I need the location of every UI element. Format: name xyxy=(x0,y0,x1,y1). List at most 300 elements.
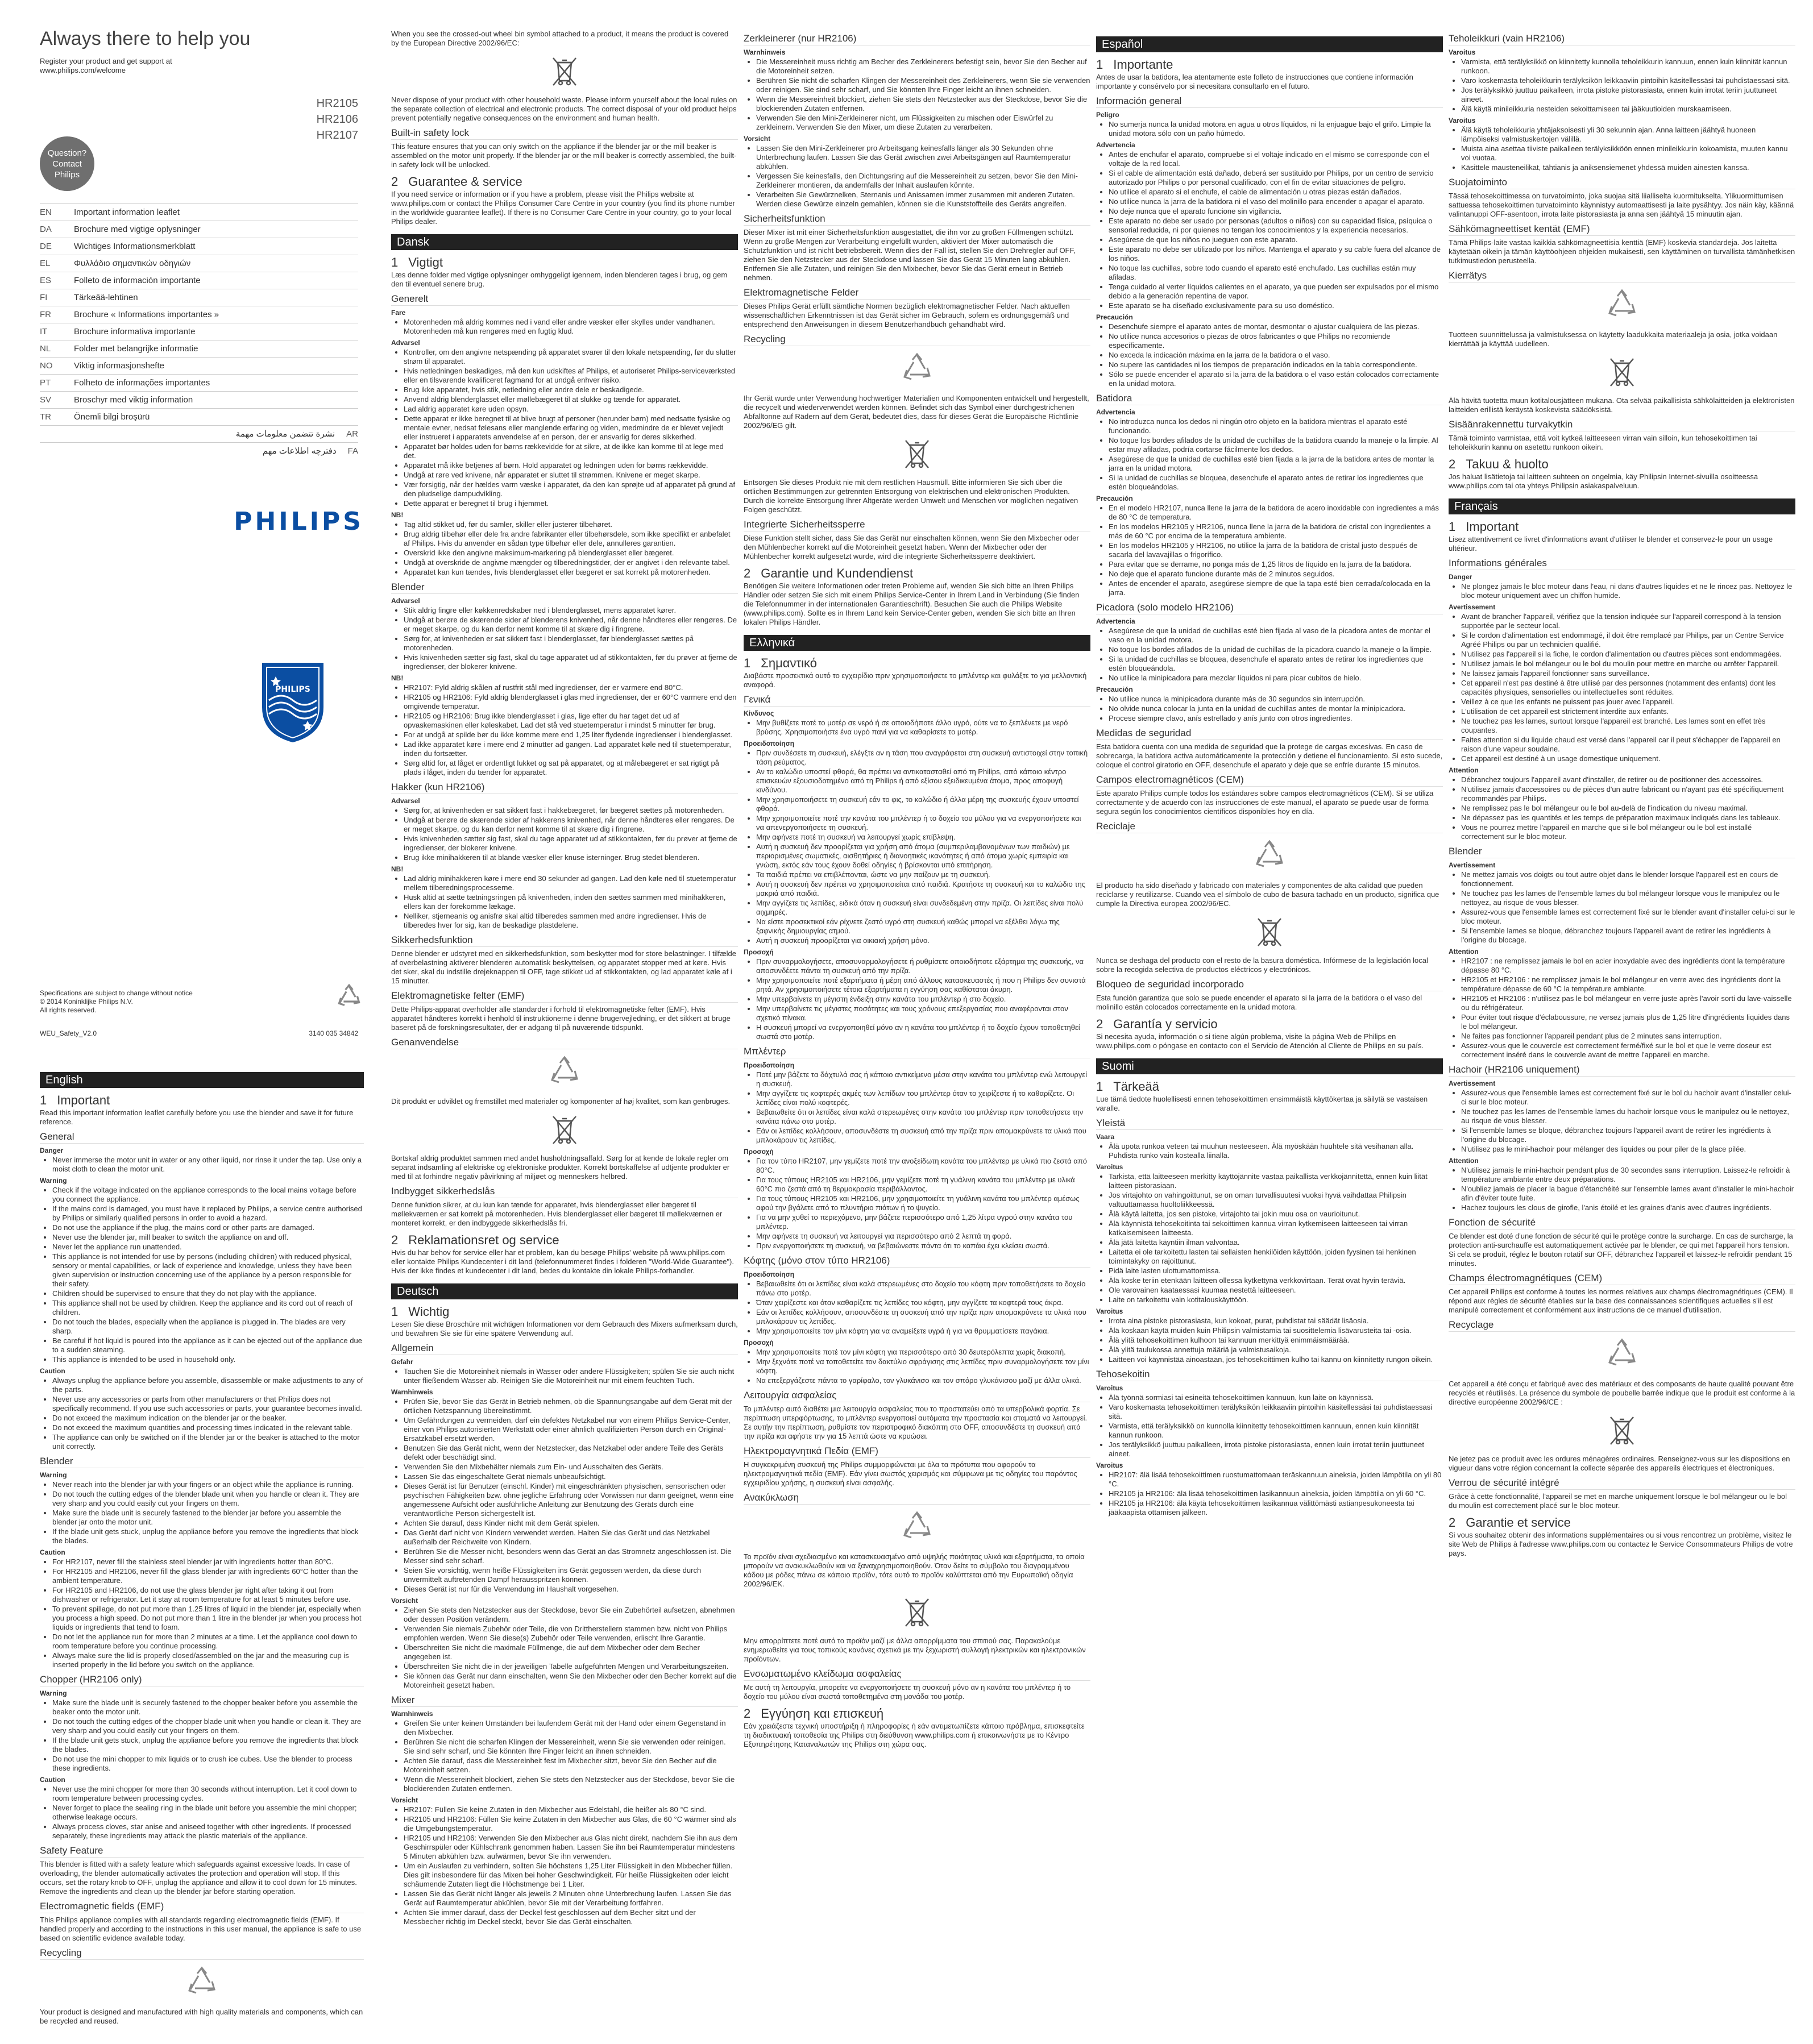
list-item: • Si la unidad de cuchillas se bloquea, desenchufe el aparato antes de retirar los ingredientes que estén bloqueándolas. xyxy=(1109,473,1443,492)
list-item: • This appliance shall not be used by children. Keep the appliance and its cord out of reach of children. xyxy=(52,1299,364,1317)
list-item: • Älä ylitä taulukossa annettuja määriä ja valmistusaikoja. xyxy=(1109,1345,1443,1355)
bullet-list xyxy=(391,1805,738,1926)
list-item: • Kontroller, om den angivne netspænding på apparatet svarer til den lokale netspænding, før du slutter strøm til apparatet. xyxy=(404,348,738,366)
list-item: • No toque los bordes afilados de la unidad de cuchillas de la batidora cuando la maneje o la limpie. Al estar muy afiladas, podría cortarse fácilmente los dedos. xyxy=(1109,436,1443,454)
finnish-section-continued xyxy=(1449,34,1795,491)
recycle-icon-box xyxy=(391,1055,738,1091)
section-number: 1 xyxy=(391,1304,399,1319)
language-code: TR xyxy=(40,412,51,422)
recycle-icon xyxy=(1605,288,1639,325)
crossed-bin-icon-box xyxy=(391,1112,738,1148)
list-item: • Husk altid at sætte tætningsringen på knivenheden, inden den sættes sammen med minihakkeren, ellers kan der forekomme lækage. xyxy=(404,893,738,911)
recycle-icon-box xyxy=(1096,839,1443,875)
bullet-list xyxy=(744,144,1090,209)
dansk-section xyxy=(391,234,738,1276)
list-item: • En el modelo HR2107, nunca llene la jarra de la batidora de acero inoxidable con ingredientes a más de 80 °C de temperatura. xyxy=(1109,504,1443,522)
list-item: • Αυτή η συσκευή δεν προορίζεται για χρήση από άτομα (συμπεριλαμβανομένων των παιδιών) με περιορισμένες σωματικές, αισθητήριες ή διανοητικές ικανότητες ή από άτομα χωρίς εμπειρία και γνώση, εκτός εάν τους έχουν δοθεί οδηγίες ή βρίσκονται υπό επιτήρηση. xyxy=(756,842,1090,870)
list-item: • Hvis knivenheden sætter sig fast, skal du tage apparatet ud af stikkontakten, før du prøver at fjerne de ingredienser, der blokerer knivene. xyxy=(404,653,738,671)
list-item: • Για να μην χυθεί το περιεχόμενο, μην βάζετε περισσότερο από 1,25 λίτρα υγρού στην κανάτα του μπλέντερ. xyxy=(756,1213,1090,1231)
list-item: • Assurez-vous que l'ensemble lames est correctement fixé sur le bol du hachoir avant d'installer celui-ci sur le bloc moteur. xyxy=(1461,1089,1795,1107)
section-title xyxy=(1449,457,1795,471)
bullet-list xyxy=(391,1719,738,1793)
dispose-text: Älä hävitä tuotetta muun kotitalousjätteen mukana. Ota selvää paikallisista sähkölaitteiden ja elektronisten laitteiden erillistä keräystä koskevista säädöksistä. xyxy=(1449,396,1795,414)
list-item: • Do not let the appliance run for more than 2 minutes at a time. Let the appliance cool down to room temperature before you continue processing. xyxy=(52,1632,364,1651)
list-item: • Ne faites pas fonctionner l'appareil pendant plus de 2 minutes sans interruption. xyxy=(1461,1032,1795,1041)
label-caution: NB! xyxy=(391,865,404,873)
bullet-list xyxy=(744,718,1090,737)
language-code: DE xyxy=(40,241,52,251)
crossed-bin-icon xyxy=(547,53,582,90)
list-item: • Ole varovainen kaataessasi kuumaa nestettä laitteeseen. xyxy=(1109,1286,1443,1295)
list-item: • Undgå at berøre de skærende sider af hakkerens knivenhed, når denne håndteres eller rengøres. De er meget skarpe, og du kan derfor nemt komme til at skære dig i fingrene. xyxy=(404,816,738,834)
language-entry-pt xyxy=(40,374,358,391)
label-warning: Προειδοποίηση xyxy=(744,740,795,747)
section-heading: Importante xyxy=(1113,57,1173,72)
language-title: Önemli bilgi broşürü xyxy=(74,412,150,422)
list-item: • If the blade unit gets stuck, unplug the appliance before you remove the ingredients that block the blades. xyxy=(52,1736,364,1754)
list-item: • N'utilisez pas l'appareil si la fiche, le cordon d'alimentation ou d'autres pièces sont endommagées. xyxy=(1461,650,1795,659)
column-3 xyxy=(744,28,1090,2035)
label-caution: Precaución xyxy=(1096,313,1133,321)
column-5 xyxy=(1449,28,1795,2035)
language-title: Brochure informativa importante xyxy=(74,326,196,336)
philips-wordmark: PHILIPS xyxy=(234,507,364,536)
label-warning: Advertencia xyxy=(1096,617,1135,625)
list-item: • Βεβαιωθείτε ότι οι λεπίδες είναι καλά στερεωμένες στο δοχείο του κόφτη πριν τοποθετήσετε το δοχείο πάνω στο μοτέρ. xyxy=(756,1279,1090,1298)
list-item: • Verwenden Sie niemals Zubehör oder Teile, die von Drittherstellern stammen bzw. nicht von Philips empfohlen werden. Wenn Sie diese(s) Zubehör oder Teile verwenden, erlischt Ihre Garantie. xyxy=(404,1625,738,1643)
list-item: • Sie können das Gerät nur dann einschalten, wenn Sie den Mixbecher oder den Becher korrekt auf die Motoreinheit gesetzt haben. xyxy=(404,1672,738,1690)
bullet-list xyxy=(1096,1393,1443,1459)
dispose-text: Nunca se deshaga del producto con el resto de la basura doméstica. Infórmese de la legislación local sobre la recogida selectiva de productos eléctricos y electrónicos. xyxy=(1096,956,1428,974)
list-item: • Πριν ενεργοποιήσετε τη συσκευή, να βεβαιώνεστε πάντα ότι το καπάκι έχει κλείσει σωστά. xyxy=(756,1241,1090,1251)
list-item: • Cet appareil n'est pas destiné à être utilisé par des personnes (notamment des enfants) dont les capacités physiques, sensorielles ou intellectuelles sont réduites. xyxy=(1461,679,1795,697)
list-item: • Jos terälyksikkö juuttuu paikalleen, irrota pistoke pistorasiasta, ennen kuin irrotat teriin juuttuneet aineet. xyxy=(1109,1440,1443,1459)
crossed-bin-icon xyxy=(1252,914,1287,950)
subsection-safety: Sicherheitsfunktion xyxy=(744,214,1090,226)
subsection-general: Yleistä xyxy=(1096,1119,1443,1130)
language-code: AR xyxy=(346,429,358,439)
guarantee-text: Benötigen Sie weitere Informationen oder treten Probleme auf, wenden Sie sich bitte an Ihren Philips Händler oder setzen Sie sich mit einem Philips Service-Center in Ihrem Land in Verbindung (Sie finden die Telefonnummer in der internationalen Garantieschrift). Besuchen Sie auch die Philips Website (www.philips.com). Sollte es in Ihrem Land kein Service-Center geben, wenden Sie sich bitte an Ihren lokalen Philips Händler. xyxy=(744,581,1080,626)
list-item: • Um Gefährdungen zu vermeiden, darf ein defektes Netzkabel nur von einem Philips Service-Center, einer von Philips autorisierten Werkstatt oder einer ähnlich qualifizierten Person durch ein Original-Ersatzkabel ersetzt werden. xyxy=(404,1416,738,1443)
list-item: • No exceda la indicación máxima en la jarra de la batidora o el vaso. xyxy=(1109,351,1443,360)
label-warning: Avertissement xyxy=(1449,861,1496,869)
dispose-text: Never dispose of your product with other household waste. Please inform yourself about the local rules on the separate collection of electrical and electronic products. The correct disposal of your old product helps prevent potentially negative consequences on the environment and human health. xyxy=(391,95,737,122)
list-item: • Ποτέ μην βάζετε τα δάχτυλά σας ή κάποιο αντικείμενο μέσα στην κανάτα του μπλέντερ ενώ λειτουργεί η συσκευή. xyxy=(756,1070,1090,1089)
list-item: • HR2107: Füllen Sie keine Zutaten in den Mixbecher aus Edelstahl, die heißer als 80 °C sind. xyxy=(404,1805,738,1814)
label-caution: Varoitus xyxy=(1449,117,1476,124)
label-warning: Varoitus xyxy=(1096,1163,1123,1171)
section-number: 2 xyxy=(1449,457,1456,471)
list-item: • Do not touch the cutting edges of the chopper blade unit when you handle or clean it. They are very sharp and you could easily cut your fingers on them. xyxy=(52,1717,364,1735)
list-item: • Este aparato no debe ser usado por personas (adultos o niños) con su capacidad física, psíquica o sensorial reducida, ni por quienes no tengan los conocimientos y la experiencia necesarios. xyxy=(1109,217,1443,235)
subsection-blender: Blender xyxy=(391,583,738,594)
list-item: • Este aparato no debe ser utilizado por los niños. Mantenga el aparato y su cable fuera del alcance de los niños. xyxy=(1109,245,1443,263)
list-item: • HR2105 et HR2106 : n'utilisez pas le bol mélangeur en verre juste après l'avoir sorti du lave-vaisselle ou du réfrigérateur. xyxy=(1461,994,1795,1012)
emf-text: Este aparato Philips cumple todos los estándares sobre campos electromagnéticos (CEM). Si se utiliza correctamente y de acuerdo con las instrucciones de este manual, el aparato se puede usar de forma segura según los conocimientos científicos disponibles hoy en día. xyxy=(1096,789,1434,816)
section-title xyxy=(391,1304,738,1319)
list-item: • Achten Sie immer darauf, dass der Deckel fest geschlossen auf dem Becher sitzt und der Messbecher richtig im Deckel steckt, bevor Sie das Gerät einschalten. xyxy=(404,1908,738,1926)
list-item: • Dieses Gerät ist für Benutzer (einschl. Kinder) mit eingeschränkten physischen, sensorischen oder psychischen Fähigkeiten bzw. ohne jegliche Erfahrung oder Vorwissen nur dann geeignet, wenn eine angemessene Aufsicht oder ausführliche Anleitung zur Benutzung des Geräts durch eine verantwortliche Person sichergestellt ist. xyxy=(404,1482,738,1518)
list-item: • Pidä laite lasten ulottumattomissa. xyxy=(1109,1266,1443,1276)
list-item: • Do not exceed the maximum quantities and processing times indicated in the relevant table. xyxy=(52,1423,364,1432)
label-caution: Varoitus xyxy=(1096,1461,1123,1469)
spec-line: All rights reserved. xyxy=(40,1006,97,1014)
lock-text: Grâce à cette fonctionnalité, l'appareil se met en marche uniquement lorsque le bol mélangeur ou le bol du moulin est correctement placé sur le bloc moteur. xyxy=(1449,1492,1787,1510)
register-url[interactable]: www.philips.com/welcome xyxy=(40,66,126,74)
section-number: 2 xyxy=(1449,1515,1456,1530)
guarantee-text: Εάν χρειάζεστε τεχνική υποστήριξη ή πληροφορίες ή εάν αντιμετωπίζετε κάποιο πρόβλημα, επισκεφτείτε τη διαδικτυακή τοποθεσία της Philips στη διεύθυνση www.philips.com ή επικοινωνήστε με το Κέντρο Εξυπηρέτησης Καταναλωτών της Philips στη χώρα σας. xyxy=(744,1722,1085,1748)
list-item: • Älä käytä teholeikkuria yhtäjaksoisesti yli 30 sekunnin ajan. Anna laitteen jäähtyä huoneen lämpöiseksi valmistuskertojen välillä. xyxy=(1461,126,1795,144)
language-code: DA xyxy=(40,224,52,234)
list-item: • Nelliker, stjerneanis og anisfrø skal altid tilberedes sammen med andre ingredienser. Hvis de tilberedes hver for sig, kan de beskadige plastdelene. xyxy=(404,912,738,930)
warning-list xyxy=(40,1698,364,1773)
list-item: • Dieses Gerät ist nur für die Verwendung im Haushalt vorgesehen. xyxy=(404,1585,738,1594)
safety-text: This blender is fitted with a safety feature which safeguards against excessive loads. In case of overloading, the blender automatically activates the protection and operation will stop. If this occurs, set the rotary knob to OFF, unplug the appliance and allow it to cool down for 15 minutes. Remove the ingredients and clean up the blender jar before starting operation. xyxy=(40,1860,357,1896)
list-item: • Για τους τύπους HR2105 και HR2106, μην χρησιμοποιείτε τη γυάλινη κανάτα του μπλέντερ αμέσως αφού την βγάλετε από το πλυντήριο πιάτων ή το ψυγείο. xyxy=(756,1194,1090,1212)
label-warning: Advertencia xyxy=(1096,141,1135,149)
label-caution: Vorsicht xyxy=(391,1796,418,1804)
lock-text: Tämä toiminto varmistaa, että voit kytkeä laitteeseen virran vain silloin, kun tehosekoittimen tai teholeikkurin kannu on asetettu runkoon oikein. xyxy=(1449,434,1757,451)
list-item: • Για τους τύπους HR2105 και HR2106, μην γεμίζετε ποτέ τη γυάλινη κανάτα του μπλέντερ με υλικά 60°C πιο ζεστά από τη θερμοκρασία περιβάλλοντος. xyxy=(756,1175,1090,1194)
guarantee-text: Jos haluat lisätietoja tai laitteen suhteen on ongelmia, käy Philipsin Internet-sivuilla osoitteessa www.philips.com tai ota yhteys Philipsin asiakaspalveluun. xyxy=(1449,472,1758,490)
model-number: HR2107 xyxy=(316,129,358,142)
recycle-icon xyxy=(185,1966,219,2002)
crossed-bin-icon-box xyxy=(744,1594,1090,1631)
intro-text: Lisez attentivement ce livret d'informations avant d'utiliser le blender et conservez-le pour un usage ultérieur. xyxy=(1449,535,1773,552)
recycling-text: Your product is designed and manufactured with high quality materials and components, which can be recycled and reused. xyxy=(40,2008,363,2025)
section-number: 2 xyxy=(744,566,751,580)
label-warning: Advarsel xyxy=(391,339,420,347)
language-entry-da xyxy=(40,221,358,238)
section-number: 1 xyxy=(40,1093,47,1107)
list-item: • Children should be supervised to ensure that they do not play with the appliance. xyxy=(52,1289,364,1298)
recycle-icon-box xyxy=(1449,1337,1795,1374)
safety-text: Ce blender est doté d'une fonction de sécurité qui le protège contre la surcharge. En cas de surcharge, la protection anti-surchauffe est automatiquement activée par le blender, ce qui met l'appareil hors tension. Si cela se produit, réglez le bouton rotatif sur OFF, débranchez l'appareil et laissez-le refroidir pendant 15 minutes. xyxy=(1449,1232,1793,1268)
bullet-list xyxy=(391,1606,738,1690)
crossed-bin-icon xyxy=(1605,1412,1639,1449)
language-code: EN xyxy=(40,207,52,217)
list-item: • No olvide nunca colocar la junta en la unidad de cuchillas antes de montar la minipicadora. xyxy=(1109,704,1443,713)
language-code: FI xyxy=(40,292,48,302)
subsection-recycling: Recycling xyxy=(744,335,1090,346)
list-item: • Always process cloves, star anise and aniseed together with other ingredients. If processed separately, these ingredients may attack the plastic materials of the appliance. xyxy=(52,1822,364,1841)
list-item: • Älä koske teriin etenkään laitteen ollessa kytkettynä verkkovirtaan. Terät ovat hyvin teräviä. xyxy=(1109,1276,1443,1285)
section-title xyxy=(1096,57,1443,72)
list-item: • For HR2107, never fill the stainless steel blender jar with ingredients hotter than 80°C. xyxy=(52,1557,364,1567)
recycle-icon xyxy=(900,352,934,388)
subsection-chopper: Teholeikkuri (vain HR2106) xyxy=(1449,34,1795,45)
lang-header-espanol: Español xyxy=(1096,36,1443,52)
emf-text: Tämä Philips-laite vastaa kaikkia sähkömagneettisia kenttiä (EMF) koskevia standardeja. Jos laitetta käytetään oikein ja tämän käyttöohjeen ohjeiden mukaisesti, sen käyttäminen on turvallista tämänhetkisen tutkimustiedon perusteella. xyxy=(1449,238,1795,265)
list-item: • For at undgå at spilde bør du ikke komme mere end 1,25 liter flydende ingredienser i blenderglasset. xyxy=(404,730,738,740)
language-title: Φυλλάδιο σημαντικών οδηγιών xyxy=(74,258,191,268)
subsection-chopper: Hakker (kun HR2106) xyxy=(391,783,738,794)
lang-header-francais: Français xyxy=(1449,498,1795,514)
label-caution: Caution xyxy=(40,1367,65,1375)
bullet-list xyxy=(744,1157,1090,1251)
subsection-emf: Elektromagnetische Felder xyxy=(744,288,1090,300)
list-item: • Dette apparat er ikke beregnet til at blive brugt af personer (herunder børn) med nedsatte fysiske og mentale evner, nedsat følesans eller manglende erfaring og viden, medmindre de er blevet vejledt eller instrueret i apparatets anvendelse af en person, der er ansvarlig for deres sikkerhed. xyxy=(404,414,738,442)
subsection-recycling: Kierrätys xyxy=(1449,271,1795,282)
section-heading: Garantie und Kundendienst xyxy=(761,566,914,580)
list-item: • Always make sure the lid is properly closed/assembled on the jar and the measuring cup is inserted properly in the lid before you switch on the appliance. xyxy=(52,1651,364,1669)
list-item: • Lassen Sie das eingeschaltete Gerät niemals unbeaufsichtigt. xyxy=(404,1472,738,1481)
label-warning: Warning xyxy=(40,1177,67,1185)
language-code: EL xyxy=(40,258,51,268)
list-item: • N'utilisez pas le mini-hachoir pour mélanger des liquides ou pour piler de la glace pilée. xyxy=(1461,1145,1795,1154)
list-item: • Si la unidad de cuchillas se bloquea, desenchufe el aparato antes de retirar los ingredientes que estén bloqueándola. xyxy=(1109,655,1443,673)
language-title: Folder met belangrijke informatie xyxy=(74,343,198,354)
list-item: • Älä jätä laitetta käyntiin ilman valvontaa. xyxy=(1109,1238,1443,1247)
caution-list xyxy=(40,1376,364,1451)
list-item: • Μην υπερβαίνετε τις μέγιστες ποσότητες και τους χρόνους επεξεργασίας που αναφέρονται στον σχετικό πίνακα. xyxy=(756,1004,1090,1023)
section-title xyxy=(744,566,1090,580)
list-item: • Älä käynnistä tehosekoitinta tai sekoittimen kannua virran kytkemiseen laitteeseen tai virran katkaisemiseen laitteesta. xyxy=(1109,1219,1443,1237)
list-item: • Verwenden Sie den Mixbehälter niemals zum Ein- und Ausschalten des Geräts. xyxy=(404,1463,738,1472)
bullet-list xyxy=(1096,417,1443,492)
recycling-text: Το προϊόν είναι σχεδιασμένο και κατασκευασμένο από υψηλής ποιότητας υλικά και εξαρτήματα, τα οποία μπορούν να ανακυκλωθούν και να ξαναχρησιμοποιηθούν. Όταν δείτε το σύμβολο του διαγραμμένου κάδου με ρόδες πάνω σε κάποιο προϊόν, τότε αυτό το προϊόν καλύπτεται από την Ευρωπαϊκή οδηγία 2002/96/ΕΚ. xyxy=(744,1552,1085,1588)
section-number: 2 xyxy=(391,1233,399,1247)
model-number: HR2106 xyxy=(316,113,358,126)
recycle-icon xyxy=(547,1055,582,1091)
caution-list xyxy=(40,1557,364,1669)
list-item: • Verwenden Sie den Mini-Zerkleinerer nicht, um Flüssigkeiten zu mischen oder Eiswürfel zu zerkleinern. Verwenden Sie den Mixer, um diese Zutaten zu verarbeiten. xyxy=(756,114,1090,132)
language-entry-en xyxy=(40,203,358,221)
warning-list xyxy=(40,1480,364,1546)
language-code: NL xyxy=(40,343,51,354)
list-item: • Überschreiten Sie nicht die in der jeweiligen Tabelle aufgeführten Mengen und Verarbeitungszeiten. xyxy=(404,1662,738,1671)
list-item: • Για τον τύπο HR2107, μην γεμίζετε ποτέ την ανοξείδωτη κανάτα του μπλέντερ με υλικά πιο ζεστά από 80°C. xyxy=(756,1157,1090,1175)
recycle-icon xyxy=(1252,839,1287,875)
subsection-lock: Built-in safety lock xyxy=(391,128,738,140)
subsection-blender: Blender xyxy=(40,1457,364,1468)
list-item: • Lassen Sie den Mini-Zerkleinerer pro Arbeitsgang keinesfalls länger als 30 Sekunden ohne Unterbrechung laufen. Lassen Sie das Gerät zwischen zwei Arbeitsgängen auf Raumtemperatur abkühlen. xyxy=(756,144,1090,171)
dispose-text: Entsorgen Sie dieses Produkt nie mit dem restlichen Hausmüll. Bitte informieren Sie sich über die örtlichen Bestimmungen zur getrennten Entsorgung von elektrischen und elektronischen Produkten. Durch die korrekte Entsorgung Ihrer Altgeräte werden Umwelt und Menschen vor möglichen negativen Folgen geschützt. xyxy=(744,478,1078,514)
list-item: • Αυτή η συσκευή προορίζεται για οικιακή χρήση μόνο. xyxy=(756,936,1090,945)
subsection-safety: Sikkerhedsfunktion xyxy=(391,936,738,947)
list-item: • Never forget to place the sealing ring in the blade unit before you assemble the mini chopper; otherwise leakage occurs. xyxy=(52,1804,364,1822)
lang-header-suomi: Suomi xyxy=(1096,1058,1443,1074)
label-caution: Caution xyxy=(40,1548,65,1556)
list-item: • Sørg for, at knivenheden er sat sikkert fast i blenderglasset, før blenderglasset sættes på motorenheden. xyxy=(404,634,738,653)
subsection-recycling: Genanvendelse xyxy=(391,1038,738,1049)
list-item: • Ne touchez pas les lames de l'ensemble lames du hachoir lorsque vous le manipulez ou le nettoyez, au risque de vous blesser. xyxy=(1461,1107,1795,1125)
bullet-list xyxy=(391,683,738,777)
recycling-text: El producto ha sido diseñado y fabricado con materiales y componentes de alta calidad que pueden reciclarse y reutilizarse. Cuando vea el símbolo de cubo de basura tachado en un producto, significa que cumple la Directiva europea 2002/96/EC. xyxy=(1096,881,1439,908)
subsection-general: Informations générales xyxy=(1449,559,1795,570)
list-item: • Älä työnnä sormiasi tai esineitä tehosekoittimen kannuun, kun laite on käynnissä. xyxy=(1109,1393,1443,1402)
list-item: • No deje que el aparato funcione durante más de 2 minutos seguidos. xyxy=(1109,570,1443,579)
label-danger: Gefahr xyxy=(391,1358,413,1366)
list-item: • The appliance can only be switched on if the blender jar or the beaker is attached to the motor unit correctly. xyxy=(52,1433,364,1451)
warning-list xyxy=(40,1186,364,1364)
section-heading: Vigtigt xyxy=(408,255,443,269)
language-code: ES xyxy=(40,275,52,285)
list-item: • Brug aldrig tilbehør eller dele fra andre fabrikanter eller tilbehørsdele, som ikke specifikt er anbefalet af Philips. Hvis du anvender en sådan type tilbehør eller dele, annulleres garantien. xyxy=(404,530,738,548)
language-title: Important information leaflet xyxy=(74,207,180,217)
label-warning: Warnhinweis xyxy=(744,48,786,56)
lang-header-dansk: Dansk xyxy=(391,234,738,250)
section-heading: Guarantee & service xyxy=(408,175,522,189)
language-entry-fi xyxy=(40,289,358,306)
list-item: • Αν το καλώδιο υποστεί φθορά, θα πρέπει να αντικατασταθεί από τη Philips, από κάποιο κέντρο επισκευών εξουσιοδοτημένο από τη Philips ή από εξίσου εξειδικευμένα άτομα, προς αποφυγή κινδύνου. xyxy=(756,767,1090,795)
section-guarantee xyxy=(391,175,738,189)
list-item: • Ne plongez jamais le bloc moteur dans l'eau, ni dans d'autres liquides et ne le rincez pas. Nettoyez le bloc moteur uniquement avec un chiffon humide. xyxy=(1461,582,1795,600)
section-title xyxy=(391,1233,738,1247)
crossed-bin-icon-box xyxy=(1449,1412,1795,1449)
bullet-list xyxy=(1449,870,1795,945)
language-entry-de xyxy=(40,238,358,255)
section-number: 1 xyxy=(391,255,399,269)
safety-text: Esta batidora cuenta con una medida de seguridad que la protege de cargas excesivas. En caso de sobrecarga, la batidora activa automáticamente la protección y detiene el funcionamiento. Si esto sucede, coloque el control giratorio en OFF, desenchufe el aparato y deje que se enfríe durante 15 minutos. xyxy=(1096,742,1443,769)
list-item: • Brug ikke minihakkeren til at blande væsker eller knuse isterninger. Brug stedet blenderen. xyxy=(404,853,738,862)
crossed-bin-icon xyxy=(1605,354,1639,390)
list-item: • Si l'ensemble lames se bloque, débranchez toujours l'appareil avant de retirer les ingrédients à l'origine du blocage. xyxy=(1461,1126,1795,1144)
list-item: • Hvis netledningen beskadiges, må den kun udskiftes af Philips, et autoriseret Philips-serviceværksted eller en tilsvarende kvalificeret fagmand for at undgå enhver risiko. xyxy=(404,367,738,385)
label-warning: Advertencia xyxy=(1096,408,1135,416)
list-item: • Overskrid ikke den angivne maksimum-markering på blenderglasset eller bægeret. xyxy=(404,549,738,558)
list-item: • Hvis knivenheden sætter sig fast, skal du tage apparatet ud af stikkontakten, før du prøver at fjerne de ingredienser, der blokerer knivene. xyxy=(404,834,738,853)
list-item: • Irrota aina pistoke pistorasiasta, kun kokoat, purat, puhdistat tai säädät lisäosia. xyxy=(1109,1316,1443,1326)
list-item: • Faites attention si du liquide chaud est versé dans l'appareil car il peut s'échapper de l'appareil en raison d'une vapeur soudaine. xyxy=(1461,736,1795,754)
list-item: • N'utilisez jamais d'accessoires ou de pièces d'un autre fabricant ou n'ayant pas été spécifiquement recommandés par Philips. xyxy=(1461,785,1795,803)
bullet-list xyxy=(1449,1166,1795,1212)
safety-text: Dieser Mixer ist mit einer Sicherheitsfunktion ausgestattet, die ihn vor zu großen Füllmengen schützt. Wenn zu große Mengen zur Verarbeitung eingefüllt wurden, aktiviert der Mixer automatisch die Schutzfunktion und ist nicht betriebsbereit. Wenn dies der Fall ist, stellen Sie den Drehregler auf OFF, ziehen Sie den Netzstecker aus der Steckdose und lassen Sie das Gerät 15 Minuten lang abkühlen. Entfernen Sie alle Zutaten, und reinigen Sie den Mixbecher, bevor Sie das Gerät erneut in Betrieb nehmen. xyxy=(744,228,1076,282)
language-code: FR xyxy=(40,309,51,319)
list-item: • Varo koskemasta tehosekoittimen terälyksikön leikkaaviin pintoihin käsitellessäsi tai puhdistaessasi sitä. xyxy=(1109,1403,1443,1421)
list-item: • No introduzca nunca los dedos ni ningún otro objeto en la batidora mientras el aparato esté funcionando. xyxy=(1109,417,1443,435)
subsection-emf: Champs électromagnétiques (CEM) xyxy=(1449,1274,1795,1285)
list-item: • Εάν οι λεπίδες κολλήσουν, αποσυνδέστε τη συσκευή από την πρίζα πριν απομακρύνετε τα υλικά που μπλοκάρουν τις λεπίδες. xyxy=(756,1308,1090,1326)
list-item: • Do not exceed the maximum indication on the blender jar or the beaker. xyxy=(52,1414,364,1423)
list-item: • Ne laissez jamais l'appareil fonctionner sans surveillance. xyxy=(1461,669,1795,678)
subsection-chopper: Picadora (solo modelo HR2106) xyxy=(1096,603,1443,614)
dispose-text: Bortskaf aldrig produktet sammen med andet husholdningsaffald. Sørg for at kende de lokale regler om separat indsamling af elektriske og elektroniske produkter. Korrekt bortskaffelse af udtjente produkter er med til at forhindre negativ påvirkning af miljøet og menneskers helbred. xyxy=(391,1154,730,1181)
recycling-text: Tuotteen suunnittelussa ja valmistuksessa on käytetty laadukkaita materiaaleja ja osia, jotka voidaan kierrättää ja käyttää uudelleen. xyxy=(1449,330,1778,348)
list-item: • En los modelos HR2105 y HR2106, no utilice la jarra de la batidora de cristal justo después de sacarla del lavavajillas o frigorífico. xyxy=(1109,541,1443,559)
list-item: • Ne touchez pas les lames, surtout lorsque l'appareil est branché. Les lames sont en effet très coupantes. xyxy=(1461,717,1795,735)
list-item: • Μην χρησιμοποιείτε ποτέ εξαρτήματα ή μέρη από άλλους κατασκευαστές ή που η Philips δεν συνιστά ρητά. Αν χρησιμοποιήσετε τέτοια εξαρτήματα η εγγύηση σας καθίσταται άκυρη. xyxy=(756,976,1090,994)
language-entry-no xyxy=(40,357,358,374)
guarantee-text: Hvis du har behov for service eller har et problem, kan du besøge Philips' website på www.philips.com eller kontakte Philips Kundecenter i dit land (telefonnummeret findes i folderen "World-Wide Guarantee"). Hvis der ikke findes et kundecenter i dit land, bedes du kontakte din lokale Philips-forhandler. xyxy=(391,1248,734,1275)
subsection-lock: Verrou de sécurité intégré xyxy=(1449,1478,1795,1490)
list-item: • No utilice la minipicadora para mezclar líquidos ni para picar cubitos de hielo. xyxy=(1109,674,1443,683)
bullet-list xyxy=(1096,150,1443,310)
list-item: • No deje nunca que el aparato funcione sin vigilancia. xyxy=(1109,207,1443,216)
subsection-general: Γενικά xyxy=(744,695,1090,707)
finnish-section xyxy=(1096,1058,1443,1517)
subsection-general: Generelt xyxy=(391,294,738,306)
list-item: • Si le cordon d'alimentation est endommagé, il doit être remplacé par Philips, par un Centre Service Agréé Philips ou par un technicien qualifié. xyxy=(1461,631,1795,649)
greek-section xyxy=(744,635,1090,1749)
crossed-bin-icon xyxy=(900,436,934,472)
bullet-list xyxy=(391,1367,738,1385)
section-number: 1 xyxy=(1096,1079,1103,1094)
language-title: Wichtiges Informationsmerkblatt xyxy=(74,241,196,251)
list-item: • Ne touchez pas les lames de l'ensemble lames du bol mélangeur lorsque vous le manipulez ou le nettoyez, au risque de vous blesser. xyxy=(1461,889,1795,907)
language-entry-ar xyxy=(40,425,358,442)
list-item: • Laitetta ei ole tarkoitettu lasten tai sellaisten henkilöiden käyttöön, joiden fyysinen tai henkinen toimintakyky on rajoittunut. xyxy=(1109,1248,1443,1266)
recycle-icon xyxy=(1605,1337,1639,1374)
emf-text: Η συγκεκριμένη συσκευή της Philips συμμορφώνεται με όλα τα πρότυπα που αφορούν τα ηλεκτρομαγνητικά πεδία (EMF). Εάν γίνει σωστός χειρισμός και σύμφωνα με τις οδηγίες του παρόντος εγχειριδίου χρήσης, η συσκευή είναι ασφαλής. xyxy=(744,1460,1077,1487)
list-item: • No utilice nunca accesorios o piezas de otros fabricantes o que Philips no recomiende específicamente. xyxy=(1109,332,1443,350)
weee-icon-box xyxy=(391,53,738,90)
list-item: • Benutzen Sie das Gerät nicht, wenn der Netzstecker, das Netzkabel oder andere Teile des Geräts defekt oder beschädigt sind. xyxy=(404,1444,738,1462)
recycling-text: Dit produkt er udviklet og fremstillet med materialer og komponenter af høj kvalitet, som kan genbruges. xyxy=(391,1097,731,1106)
list-item: • Seien Sie vorsichtig, wenn heiße Flüssigkeiten ins Gerät gegossen werden, da diese durch unvermittelt auftretenden Dampf herausspritzen können. xyxy=(404,1566,738,1584)
language-entry-sv xyxy=(40,391,358,408)
section-important xyxy=(40,1093,364,1107)
list-item: • No utilice nunca la minipicadora durante más de 30 segundos sin interrupción. xyxy=(1109,695,1443,704)
subsection-emf: Electromagnetic fields (EMF) xyxy=(40,1902,364,1913)
bullet-list xyxy=(391,606,738,671)
intro-text: Read this important information leaflet carefully before you use the blender and save it for future reference. xyxy=(40,1108,354,1126)
list-item: • Sørg altid for, at låget er ordentligt lukket og sat på apparatet, og at målebægeret er sat rigtigt på plads i låget, inden du tænder for apparatet. xyxy=(404,759,738,777)
list-item: • HR2105 et HR2106 : ne remplissez jamais le bol mélangeur en verre avec des ingrédients dont la température dépasse de 60 °C la température ambiante. xyxy=(1461,975,1795,994)
label-warning: Varoitus xyxy=(1096,1384,1123,1392)
section-heading: Wichtig xyxy=(408,1304,450,1319)
doc-version: WEU_Safety_V2.0 xyxy=(40,1029,97,1037)
label-caution: Caution xyxy=(40,1776,65,1784)
lock-text: This feature ensures that you can only switch on the appliance if the blender jar or the mill beaker is assembled on the motor unit properly. If the blender jar or the mill beaker is correctly assembled, the built-in safety lock will be unlocked. xyxy=(391,142,737,169)
emf-text: Dieses Philips Gerät erfüllt sämtliche Normen bezüglich elektromagnetischer Felder. Nach aktuellen wissenschaftlichen Erkenntnissen ist das Gerät sicher im Gebrauch, sofern es ordnungsgemäß und entsprechend den Anweisungen in diesem Benutzerhandbuch gehandhabt wird. xyxy=(744,302,1070,329)
list-item: • Never use the blender jar, mill beaker to switch the appliance on and off. xyxy=(52,1233,364,1242)
list-item: • Undgå at berøre de skærende sider af blenderens knivenhed, når denne håndteres eller rengøres. De er meget skarpe, og du kan derfor nemt komme til at skære dig i fingrene. xyxy=(404,616,738,634)
spec-line: © 2014 Koninklijke Philips N.V. xyxy=(40,998,133,1006)
crossed-bin-icon xyxy=(547,1112,582,1148)
subsection-blender: Blender xyxy=(1449,847,1795,858)
language-code: SV xyxy=(40,394,52,405)
document-number-row xyxy=(40,1029,358,1038)
list-item: • Asegúrese de que la unidad de cuchillas esté bien fijada al vaso de la picadora antes de montar el vaso en la unidad motora. xyxy=(1109,626,1443,645)
list-item: • Never let the appliance run unattended. xyxy=(52,1243,364,1252)
list-item: • Antes de encender el aparato, asegúrese siempre de que la tapa esté bien cerrada/colocada en la jarra. xyxy=(1109,579,1443,597)
list-item: • This appliance is not intended for use by persons (including children) with reduced physical, sensory or mental capabilities, or lack of experience and knowledge, unless they have been given supervision or instruction concerning use of the appliance by a person responsible for their safety. xyxy=(52,1252,364,1289)
recycle-icon-box xyxy=(40,1966,364,2002)
recycle-icon xyxy=(900,1510,934,1547)
list-item: • HR2105 og HR2106: Fyld aldrig blenderglasset i glas med ingredienser, der er 60°C varmere end den omgivende temperatur. xyxy=(404,693,738,711)
recycle-icon xyxy=(335,983,363,1011)
bullet-list xyxy=(744,749,1090,945)
list-item: • Never use the mini chopper for more than 30 seconds without interruption. Let it cool down to room temperature between processing cycles. xyxy=(52,1785,364,1803)
emf-text: Dette Philips-apparat overholder alle standarder i forhold til elektromagnetiske felter (EMF). Hvis apparatet håndteres korrekt i henhold til instruktionerne i denne brugervejledning, er det sikkert at bruge baseret på de forskningsresultater, der er adgang til på nuværende tidspunkt. xyxy=(391,1005,731,1032)
label-warning: Advarsel xyxy=(391,597,420,605)
cover-title: Always there to help you xyxy=(40,28,251,49)
column-4 xyxy=(1096,28,1443,2035)
list-item: • Ne mettez jamais vos doigts ou tout autre objet dans le blender lorsque l'appareil est en cours de fonctionnement. xyxy=(1461,870,1795,888)
deutsch-section-continued xyxy=(744,34,1090,627)
language-title: Folleto de información importante xyxy=(74,275,201,285)
list-item: • Vergessen Sie keinesfalls, den Dichtungsring auf die Messereinheit zu setzen, bevor Sie den Mini-Zerkleinerer montieren, da andernfalls der Inhalt auslaufen könnte. xyxy=(756,172,1090,190)
caution-list xyxy=(40,1785,364,1841)
bullet-list xyxy=(1096,626,1443,683)
label-caution: Vorsicht xyxy=(391,1597,418,1605)
list-item: • Asegúrese de que los niños no jueguen con este aparato. xyxy=(1109,235,1443,244)
subsection-lock: Bloqueo de seguridad incorporado xyxy=(1096,980,1443,991)
list-item: • Lad aldrig minihakkeren køre i mere end 30 sekunder ad gangen. Lad den køle ned til stuetemperatur mellem tilberedningsprocesserne. xyxy=(404,874,738,892)
subsection-chopper: Chopper (HR2106 only) xyxy=(40,1675,364,1686)
list-item: • No sumerja nunca la unidad motora en agua u otros líquidos, ni la enjuague bajo el grifo. Limpie la unidad motora sólo con un paño húmedo. xyxy=(1109,120,1443,138)
list-item: • Achten Sie darauf, dass die Messereinheit fest im Mixbecher sitzt, bevor Sie den Becher auf die Motoreinheit setzen. xyxy=(404,1756,738,1775)
list-item: • Käsittele mausteneilikat, tähtianis ja aniksensiemenet yhdessä muiden ainesten kanssa. xyxy=(1461,163,1795,172)
language-title: Tärkeää-lehtinen xyxy=(74,292,138,302)
subsection-safety: Λειτουργία ασφαλείας xyxy=(744,1391,1090,1402)
language-entry-it xyxy=(40,323,358,340)
section-title xyxy=(1096,1079,1443,1094)
list-item: • Pour éviter tout risque d'éclaboussure, ne versez jamais plus de 1,25 litre d'ingrédients liquides dans le bol mélangeur. xyxy=(1461,1013,1795,1031)
list-item: • Apparatet kan kun tændes, hvis blenderglasset eller bægeret er sat korrekt på motorenheden. xyxy=(404,568,738,577)
list-item: • Πριν συναρμολογήσετε, αποσυναρμολογήσετε ή ρυθμίσετε οποιοδήποτε εξάρτημα της συσκευής, να αποσυνδέετε πάντα τη συσκευή από την πρίζα. xyxy=(756,957,1090,975)
